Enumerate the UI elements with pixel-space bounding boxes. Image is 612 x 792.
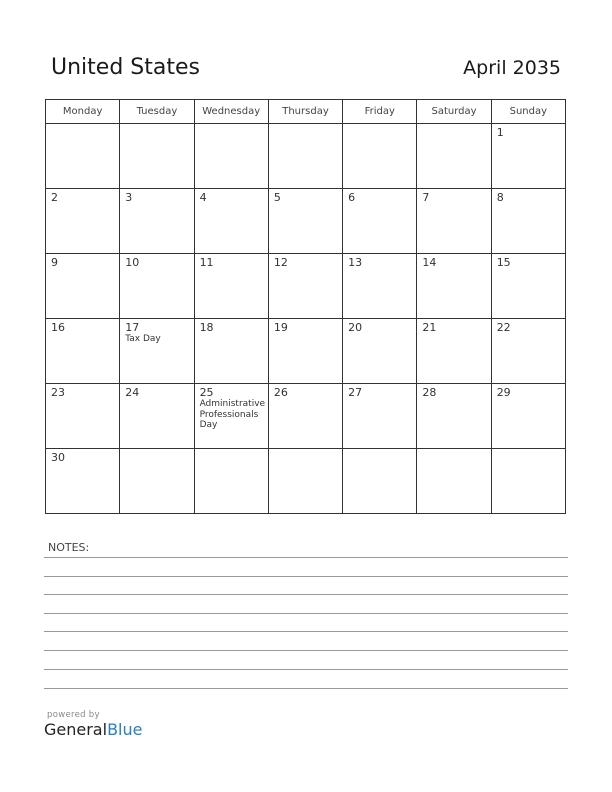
calendar-day-cell[interactable] xyxy=(120,384,194,449)
day-number: 10 xyxy=(125,256,140,269)
weekday-sunday: Sunday xyxy=(491,100,565,124)
day-number: 30 xyxy=(51,451,65,464)
weekday-saturday: Saturday xyxy=(417,100,491,124)
calendar-day-cell[interactable] xyxy=(268,384,342,449)
calendar-day-cell[interactable] xyxy=(120,189,194,254)
day-number xyxy=(195,124,268,126)
notes-line xyxy=(44,650,568,651)
calendar-month-title: April 2035 xyxy=(463,57,561,79)
weekday-monday: Monday xyxy=(46,100,120,124)
calendar-day-cell[interactable] xyxy=(268,124,342,189)
calendar-day-cell[interactable] xyxy=(491,124,565,189)
calendar-week-row xyxy=(46,384,566,449)
calendar-day-cell[interactable] xyxy=(46,384,120,449)
day-number: 11 xyxy=(199,256,214,269)
day-number: 4 xyxy=(199,191,207,204)
calendar-week-row xyxy=(46,124,566,189)
day-number: 28 xyxy=(422,386,437,399)
calendar-day-cell[interactable] xyxy=(46,189,120,254)
day-number: 13 xyxy=(348,256,363,269)
calendar-day-cell[interactable] xyxy=(417,189,491,254)
day-number: 24 xyxy=(125,386,140,399)
notes-label: NOTES: xyxy=(48,541,90,554)
calendar-day-cell[interactable] xyxy=(194,449,268,514)
calendar-week-row xyxy=(46,254,566,319)
day-number: 12 xyxy=(273,256,288,269)
brand-blue: Blue xyxy=(107,720,143,739)
day-number: 19 xyxy=(273,321,288,334)
calendar-day-cell[interactable] xyxy=(194,319,268,384)
day-number: 6 xyxy=(348,191,356,204)
day-number xyxy=(343,449,416,451)
day-number xyxy=(269,124,342,126)
day-number: 29 xyxy=(496,386,511,399)
calendar-day-cell[interactable] xyxy=(120,124,194,189)
day-number: 25 xyxy=(199,386,214,399)
brand-general: General xyxy=(44,720,108,739)
holiday-label: Tax Day xyxy=(125,334,161,344)
calendar-day-cell[interactable] xyxy=(268,189,342,254)
calendar-day-cell[interactable] xyxy=(46,254,120,319)
calendar-day-cell[interactable] xyxy=(417,319,491,384)
calendar-day-cell[interactable] xyxy=(194,384,268,449)
calendar-day-cell[interactable] xyxy=(46,319,120,384)
day-number: 15 xyxy=(496,256,511,269)
calendar-weeks xyxy=(46,124,566,514)
calendar-day-cell[interactable] xyxy=(491,384,565,449)
calendar-day-cell[interactable] xyxy=(120,254,194,319)
day-number: 1 xyxy=(496,126,504,139)
calendar-day-cell[interactable] xyxy=(417,384,491,449)
powered-by-text: powered by xyxy=(47,710,100,720)
day-number xyxy=(120,449,193,451)
day-number: 26 xyxy=(273,386,288,399)
holiday-label: Administrative Professionals Day xyxy=(199,399,266,430)
notes-line xyxy=(44,576,568,577)
calendar-day-cell[interactable] xyxy=(46,449,120,514)
weekday-thursday: Thursday xyxy=(268,100,342,124)
day-number: 23 xyxy=(51,386,65,399)
calendar-day-cell[interactable] xyxy=(491,254,565,319)
calendar-day-cell[interactable] xyxy=(343,254,417,319)
day-number: 22 xyxy=(496,321,511,334)
calendar-day-cell[interactable] xyxy=(343,449,417,514)
weekday-tuesday: Tuesday xyxy=(120,100,194,124)
day-number: 21 xyxy=(422,321,437,334)
notes-line xyxy=(44,631,568,632)
notes-line xyxy=(44,688,568,689)
day-number: 3 xyxy=(125,191,133,204)
day-number: 9 xyxy=(51,256,58,269)
notes-line xyxy=(44,594,568,595)
day-number: 2 xyxy=(51,191,58,204)
calendar-week-row xyxy=(46,189,566,254)
calendar-day-cell[interactable] xyxy=(343,189,417,254)
calendar-day-cell[interactable] xyxy=(268,449,342,514)
day-number xyxy=(269,449,342,451)
calendar-day-cell[interactable] xyxy=(46,124,120,189)
day-number: 18 xyxy=(199,321,214,334)
day-number: 8 xyxy=(496,191,504,204)
day-number: 27 xyxy=(348,386,363,399)
calendar-day-cell[interactable] xyxy=(194,254,268,319)
calendar-day-cell[interactable] xyxy=(417,449,491,514)
calendar-day-cell[interactable] xyxy=(343,124,417,189)
day-number xyxy=(46,124,119,126)
calendar-day-cell[interactable] xyxy=(417,254,491,319)
calendar-day-cell[interactable] xyxy=(343,319,417,384)
calendar-week-row xyxy=(46,449,566,514)
day-number: 16 xyxy=(51,321,65,334)
calendar-day-cell[interactable] xyxy=(120,449,194,514)
calendar-day-cell[interactable] xyxy=(491,189,565,254)
calendar-day-cell[interactable] xyxy=(268,254,342,319)
weekday-friday: Friday xyxy=(343,100,417,124)
generalblue-logo[interactable] xyxy=(44,720,142,739)
calendar-grid xyxy=(45,99,566,514)
calendar-country-title: United States xyxy=(51,55,200,80)
day-number xyxy=(492,449,565,451)
calendar-day-cell[interactable] xyxy=(268,319,342,384)
day-number: 17 xyxy=(125,321,140,334)
weekday-wednesday: Wednesday xyxy=(194,100,268,124)
day-number xyxy=(417,124,490,126)
calendar-day-cell[interactable] xyxy=(194,189,268,254)
calendar-day-cell[interactable] xyxy=(417,124,491,189)
notes-line xyxy=(44,613,568,614)
notes-line xyxy=(44,669,568,670)
calendar-day-cell[interactable] xyxy=(491,449,565,514)
weekday-header-row xyxy=(46,100,566,124)
notes-line xyxy=(44,557,568,558)
day-number: 14 xyxy=(422,256,437,269)
calendar-day-cell[interactable] xyxy=(194,124,268,189)
day-number: 7 xyxy=(422,191,430,204)
calendar-day-cell[interactable] xyxy=(120,319,194,384)
day-number: 5 xyxy=(273,191,281,204)
day-number: 20 xyxy=(348,321,363,334)
calendar-day-cell[interactable] xyxy=(343,384,417,449)
day-number xyxy=(120,124,193,126)
day-number xyxy=(195,449,268,451)
day-number xyxy=(343,124,416,126)
calendar-week-row xyxy=(46,319,566,384)
calendar-day-cell[interactable] xyxy=(491,319,565,384)
day-number xyxy=(417,449,490,451)
